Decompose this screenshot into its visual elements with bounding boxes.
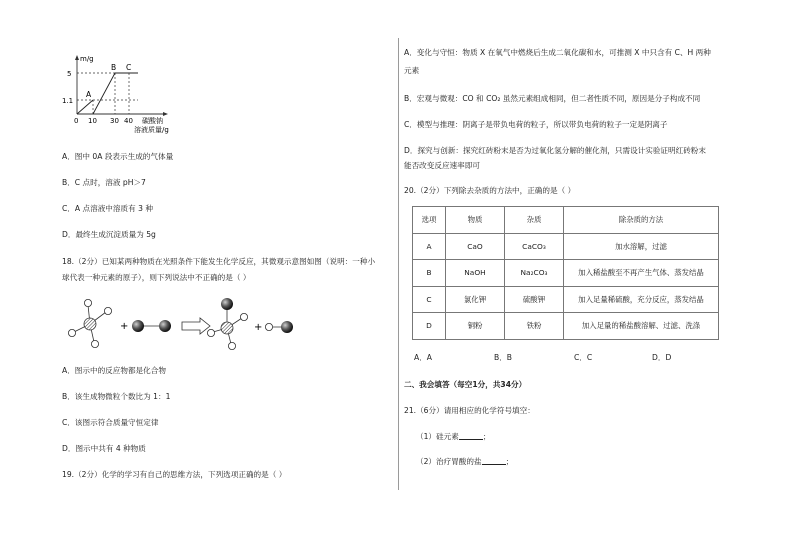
q20-answer-b: B．B bbox=[494, 353, 513, 362]
q19-option-c: C．模型与推理：阴离子是带负电荷的粒子，所以带负电荷的粒子一定是阴离子 bbox=[404, 120, 668, 129]
q21-item-1-end: ； bbox=[482, 432, 491, 441]
x-tick-30: 30 bbox=[110, 117, 119, 125]
table-row bbox=[413, 313, 719, 340]
q18-option-d: D．图示中共有 4 种物质 bbox=[62, 444, 146, 453]
reaction-arrow bbox=[182, 318, 210, 334]
table-cell: NaOH bbox=[446, 260, 505, 287]
x-tick-0: 0 bbox=[74, 117, 79, 125]
q21-item-2-label: （2）治疗胃酸的盐 bbox=[416, 457, 482, 466]
q17-option-c: C．A 点溶液中溶质有 3 种 bbox=[62, 204, 153, 213]
q17-option-b: B．C 点时，溶液 pH＞7 bbox=[62, 178, 146, 187]
x-tick-10: 10 bbox=[88, 117, 97, 125]
q21-blank-2[interactable] bbox=[482, 456, 506, 465]
table-cell: 加入足量稀硫酸，充分反应，蒸发结晶 bbox=[564, 286, 719, 313]
q21-item-2 bbox=[416, 456, 513, 467]
table-cell: D bbox=[413, 313, 446, 340]
point-c-label: C bbox=[126, 63, 132, 72]
mass-graph bbox=[60, 52, 210, 134]
q18-option-b: B．该生成物微粒个数比为 1：1 bbox=[62, 392, 171, 401]
table-header-cell: 选项 bbox=[413, 207, 446, 234]
reactant-molecule-1 bbox=[68, 299, 111, 347]
x-axis-label-2: 溶液质量/g bbox=[134, 126, 169, 134]
q20-answer-d: D．D bbox=[652, 353, 672, 362]
point-a-label: A bbox=[86, 90, 92, 99]
q19-option-d: D．探究与创新：探究红砖粉末是否为过氧化氢分解的催化剂，只需设计实验证明红砖粉末 bbox=[404, 146, 706, 155]
curve bbox=[77, 100, 93, 114]
y-axis-label: m/g bbox=[80, 55, 94, 63]
table-row bbox=[413, 286, 719, 313]
q20-stem: 20.（2分）下列除去杂质的方法中，正确的是（ ） bbox=[404, 186, 576, 195]
q18-stem-line2: 球代表一种元素的原子），则下列说法中不正确的是（ ） bbox=[62, 273, 251, 282]
product-molecule-1 bbox=[207, 298, 247, 350]
table-cell: CaCO₃ bbox=[505, 233, 564, 260]
table-cell: C bbox=[413, 286, 446, 313]
table-cell: 硫酸钾 bbox=[505, 286, 564, 313]
plus-2: + bbox=[254, 322, 263, 333]
table-cell: 铜粉 bbox=[446, 313, 505, 340]
q21-item-2-end: ； bbox=[505, 457, 514, 466]
impurity-table bbox=[412, 206, 719, 340]
q17-option-a: A．图中 0A 段表示生成的气体量 bbox=[62, 152, 174, 161]
y-tick-11: 1.1 bbox=[62, 97, 74, 105]
q19-option-a: A．变化与守恒：物质 X 在氧气中燃烧后生成二氧化碳和水，可推测 X 中只含有 C、H 两种 bbox=[404, 48, 711, 57]
table-cell: 加入足量的稀盐酸溶解、过滤、洗涤 bbox=[564, 313, 719, 340]
q18-stem-line1: 18.（2分）已知某两种物质在光照条件下能发生化学反应，其微观示意图如图（说明：一种小 bbox=[62, 257, 376, 266]
table-header-cell: 除杂质的方法 bbox=[564, 207, 719, 234]
q18-option-c: C．该图示符合质量守恒定律 bbox=[62, 418, 159, 427]
curve-2 bbox=[93, 73, 138, 114]
x-axis-label-1: 碳酸钠 bbox=[142, 117, 163, 125]
reactant-molecule-2 bbox=[132, 320, 171, 332]
table-header-row bbox=[413, 207, 719, 234]
table-cell: A bbox=[413, 233, 446, 260]
q19-stem: 19.（2分）化学的学习有自己的思维方法，下列选项正确的是（ ） bbox=[62, 470, 287, 479]
q19-option-d-cont: 能否改变反应速率即可 bbox=[404, 161, 480, 170]
section-2-title: 二、我会填答（每空1分，共34分） bbox=[404, 380, 527, 389]
table-header-cell: 杂质 bbox=[505, 207, 564, 234]
table-cell: 加水溶解，过滤 bbox=[564, 233, 719, 260]
q19-option-b: B．宏观与微观：CO 和 CO₂ 虽然元素组成相同，但二者性质不同，原因是分子构成不同 bbox=[404, 94, 701, 103]
q17-option-d: D．最终生成沉淀质量为 5g bbox=[62, 230, 156, 239]
y-axis-arrow bbox=[75, 55, 79, 60]
table-cell: B bbox=[413, 260, 446, 287]
table-cell: 加入稀盐酸至不再产生气体、蒸发结晶 bbox=[564, 260, 719, 287]
reaction-diagram bbox=[64, 290, 304, 360]
table-row bbox=[413, 260, 719, 287]
point-b-label: B bbox=[111, 63, 117, 72]
plus-1: + bbox=[120, 321, 129, 332]
table-cell: CaO bbox=[446, 233, 505, 260]
x-axis-arrow bbox=[163, 112, 168, 116]
q21-item-1-label: （1）硅元素 bbox=[416, 432, 459, 441]
table-cell: 氯化钾 bbox=[446, 286, 505, 313]
q20-answer-a: A．A bbox=[414, 353, 432, 362]
product-molecule-2 bbox=[265, 321, 293, 333]
column-divider bbox=[398, 38, 399, 490]
table-row bbox=[413, 233, 719, 260]
q19-option-a-cont: 元素 bbox=[404, 66, 420, 75]
table-cell: 铁粉 bbox=[505, 313, 564, 340]
y-tick-5: 5 bbox=[67, 70, 72, 78]
table-header-cell: 物质 bbox=[446, 207, 505, 234]
q21-blank-1[interactable] bbox=[459, 431, 483, 440]
table-cell: Na₂CO₃ bbox=[505, 260, 564, 287]
q21-item-1 bbox=[416, 431, 490, 442]
q20-answer-c: C．C bbox=[574, 353, 593, 362]
q21-stem: 21.（6分）请用相应的化学符号填空： bbox=[404, 406, 535, 415]
x-tick-40: 40 bbox=[124, 117, 133, 125]
q18-option-a: A．图示中的反应物都是化合物 bbox=[62, 366, 166, 375]
